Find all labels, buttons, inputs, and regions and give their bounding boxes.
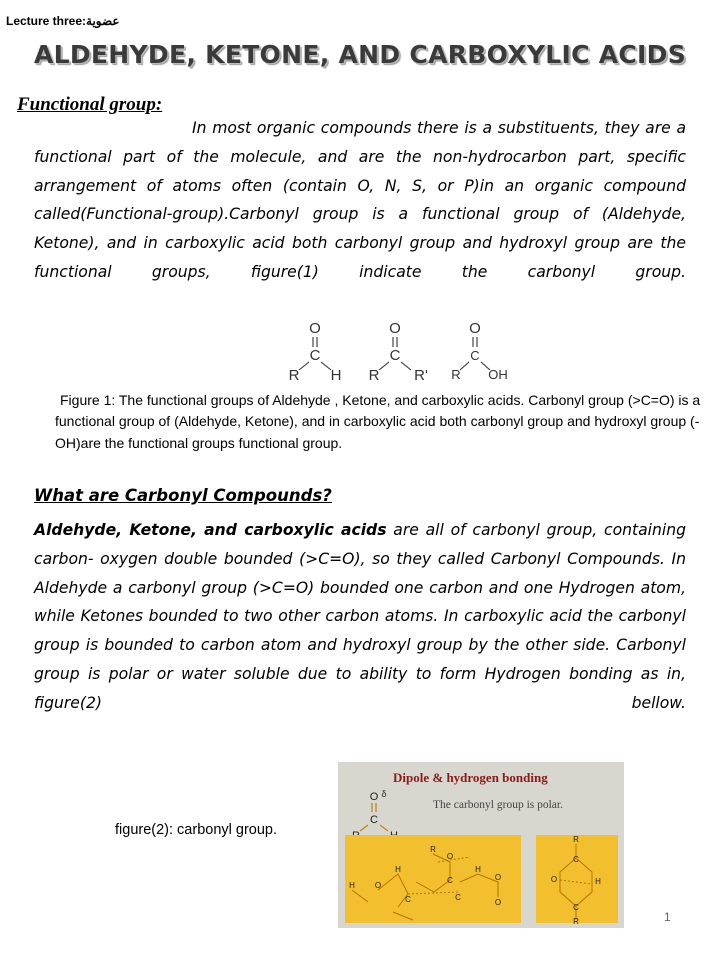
- partial-charge-label: δ: [381, 789, 387, 799]
- hbond-atom: H: [349, 881, 355, 890]
- hbond-atom: O: [446, 852, 454, 861]
- group-right: OH: [488, 367, 508, 382]
- group-left: R: [451, 367, 461, 382]
- page-number: 1: [664, 910, 671, 924]
- atom-o: O: [389, 320, 401, 337]
- hbond-atom: O: [494, 898, 502, 907]
- hbond-atom: C: [573, 855, 579, 864]
- atom-c: C: [389, 347, 401, 364]
- figure2-image-title: Dipole & hydrogen bonding: [393, 770, 548, 785]
- carbonyl-structures-figure: [285, 318, 525, 384]
- group-left: R: [288, 367, 300, 384]
- carboxylic-acid-structure: [451, 320, 507, 382]
- figure1-caption: [55, 390, 705, 454]
- group-right: H: [330, 367, 342, 384]
- hbond-atom: H: [395, 865, 401, 874]
- hbond-atom: H: [595, 877, 601, 886]
- group-right: R': [414, 367, 428, 384]
- atom-c: C: [309, 347, 321, 364]
- carbonyl-compounds-paragraph: [34, 516, 686, 718]
- aldehyde-structure: [289, 320, 342, 384]
- hbond-atom: C: [455, 893, 461, 902]
- hbond-atom: R: [573, 835, 579, 844]
- hbond-atom: R: [430, 845, 436, 854]
- atom-o: O: [469, 320, 481, 337]
- figure2-image-note: The carbonyl group is polar.: [433, 799, 563, 811]
- carbonyl-compounds-lead: Aldehyde, Ketone, and carboxylic acids: [34, 521, 387, 539]
- page-title: ALDEHYDE, KETONE, AND CARBOXYLIC ACIDS: [33, 40, 687, 69]
- figure2-image: [338, 762, 624, 928]
- hbond-atom: O: [550, 875, 558, 884]
- hbond-atom: C: [573, 903, 579, 912]
- carbonyl-compounds-text: are all of carbonyl group, containing carbon- oxygen double bounded (>C=O), so they called Carbonyl Compounds. In Aldehyde a carbonyl group (>C=O) bounded one carbon and one Hydrogen atom, while Ketones bounded to two other carbon atoms. In carboxylic acid the carbonyl group is bounded to carbon atom and hydroxyl group by the other side. Carbonyl group is polar or water soluble due to ability to form Hydrogen bonding as in, figure(2) bellow.: [34, 521, 687, 712]
- figure2-caption: figure(2): carbonyl group.: [115, 822, 277, 838]
- functional-group-paragraph: In most organic compounds there is a substituents, they are a functional part of the molecule, and are the non-hydrocarbon part, specific arrangement of atoms often (contain O, N, S, or P)in an organic compound called(Functional-group).Carbonyl group is a functional group of (Aldehyde, Ketone), and in carboxylic acid both carbonyl group and hydroxyl group are the functional groups, figure(1) indicate the carbonyl group.: [34, 119, 686, 281]
- lecture-label: Lecture three:عضوية: [6, 14, 120, 28]
- hbond-atom: C: [447, 876, 453, 885]
- figure1-caption-text: Figure 1: The functional groups of Aldehyde , Ketone, and carboxylic acids. Carbonyl group (>C=O) is a functional group of (Aldehyde, Ketone), and in carboxylic acid both carbonyl group and hydroxyl group (-OH)are the functional groups functional group.: [55, 392, 701, 451]
- carbonyl-compounds-heading: What are Carbonyl Compounds?: [34, 486, 332, 505]
- atom-c: C: [470, 348, 480, 363]
- hbond-atom: C: [405, 895, 411, 904]
- ketone-structure: [369, 320, 428, 384]
- hbond-atom: O: [374, 881, 382, 890]
- hbond-atom: H: [475, 865, 481, 874]
- hbond-atom: O: [494, 873, 502, 882]
- functional-group-heading: Functional group:: [17, 94, 163, 115]
- atom-o: O: [309, 320, 321, 337]
- dipole-o: O: [369, 791, 379, 803]
- dipole-c: C: [370, 814, 378, 826]
- hbond-atom: R: [573, 917, 579, 926]
- group-left: R: [368, 367, 380, 384]
